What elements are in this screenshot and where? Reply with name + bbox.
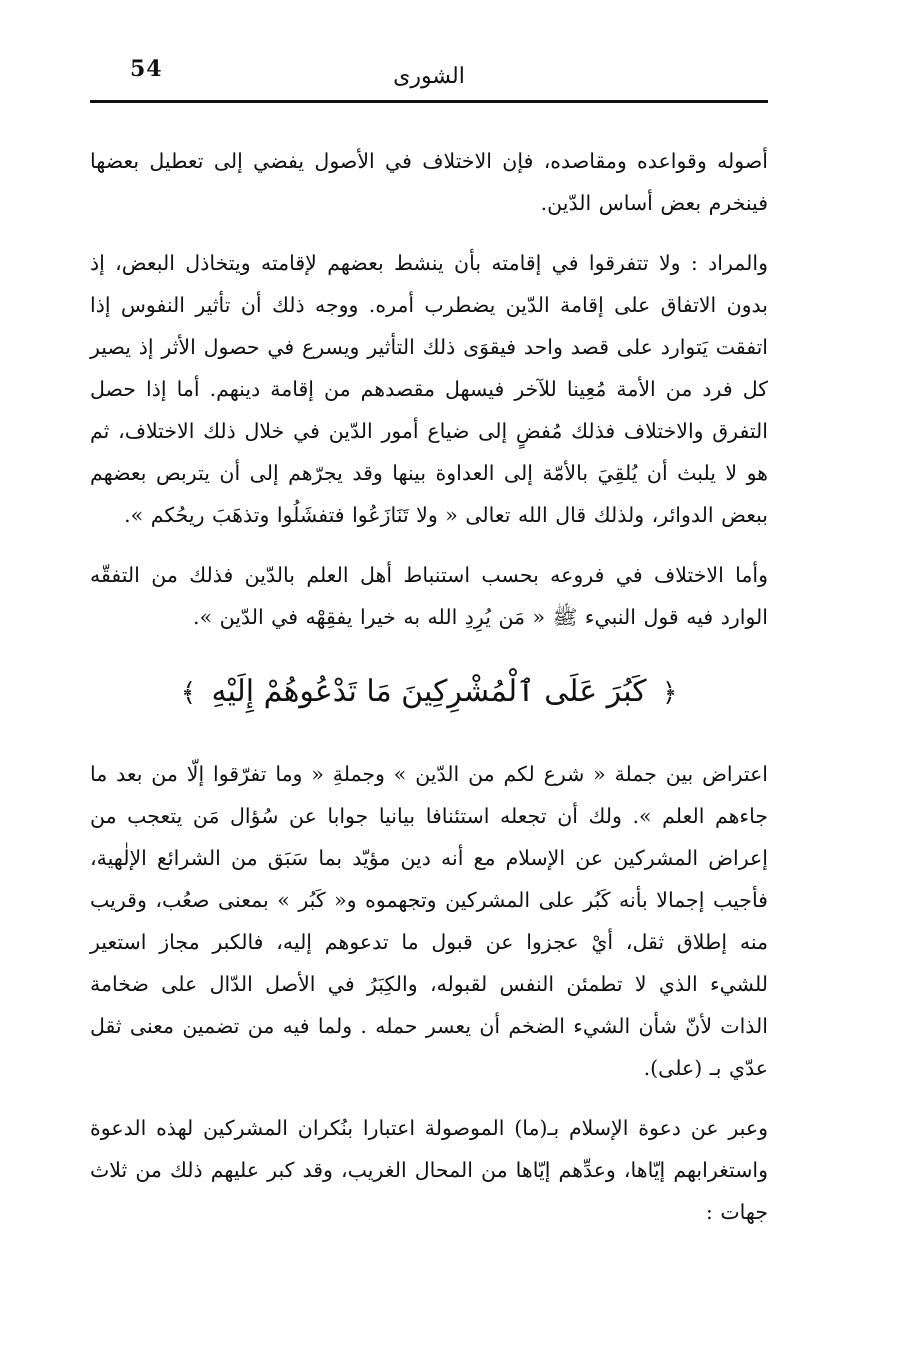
- paragraph: اعتراض بين جملة « شرع لكم من الدّين » وجملةِ « وما تفرّقوا إلّا من بعد ما جاءهم العلم ». ولك أن تجعله استئنافا بيانيا جوابا عن سُؤال مَن يتعجب من إعراض المشركين عن الإسلام مع أنه دين مؤيّد بما سَبَق من الشرائع الإلٰهية، فأجيب إجمالا بأنه كَبُر على المشركين وتجهموه و« كَبُر » بمعنى صعُب، وقريب منه إطلاق ثقل، أيْ عجزوا عن قبول ما تدعوهم إليه، فالكبر مجاز استعير للشيء الذي لا تطمئن النفس لقبوله، والكِبَرُ في الأصل الدّال على ضخامة الذات لأنّ شأن الشيء الضخم أن يعسر حمله . ولما فيه من تضمين معنى ثقل عدّي بـ (على).: [90, 762, 768, 1080]
- paragraph: أصوله وقواعده ومقاصده، فإن الاختلاف في الأصول يفضي إلى تعطيل بعضها فينخرم بعض أساس الدّين.: [90, 149, 769, 215]
- page-number: 54: [130, 56, 163, 82]
- page-header: [90, 52, 768, 102]
- running-title: الشورى: [393, 64, 465, 89]
- verse-text: كَبُرَ عَلَى ٱلْمُشْرِكِينَ مَا تَدْعُوهُمْ إِلَيْهِ: [211, 674, 647, 709]
- paragraph: وأما الاختلاف في فروعه بحسب استنباط أهل العلم بالدّين فذلك من التفقّه الوارد فيه قول النبيء ﷺ « مَن يُرِدِ الله به خيرا يفقِهْه في الدّين ».: [90, 563, 768, 629]
- verse-ornament-open: ﴿: [662, 678, 678, 708]
- quran-verse: [90, 672, 768, 713]
- verse-ornament-close: ﴾: [180, 678, 196, 708]
- page-body: [90, 140, 768, 1251]
- paragraph: وعبر عن دعوة الإسلام بـ(ما) الموصولة اعتبارا بنُكران المشركين لهذه الدعوة واستغرابهم إيّاها، وعدِّهم إيّاها من المحال الغريب، وقد كبر عليهم ذلك من ثلاث جهات :: [90, 1116, 768, 1224]
- paragraph: والمراد : ولا تتفرقوا في إقامته بأن ينشط بعضهم لإقامته ويتخاذل البعض، إذ بدون الاتفاق على إقامة الدّين يضطرب أمره. ووجه ذلك أن تأثير النفوس إذا اتفقت يَتوارد على قصد واحد فيقوَى ذلك التأثير ويسرع في حصول الأثر إذ يصير كل فرد من الأمة مُعِينا للآخر فيسهل مقصدهم من إقامة دينهم. أما إذا حصل التفرق والاختلاف فذلك مُفضٍ إلى ضياع أمور الدّين في خلال ذلك الاختلاف، ثم هو لا يلبث أن يُلقِيَ بالأمّة إلى العداوة بينها وقد يجرّهم إلى أن يتربص بعضهم ببعض الدوائر، ولذلك قال الله تعالى « ولا تَنَازَعُوا فتفشَلُوا وتذهَبَ ريحُكم ».: [90, 251, 768, 527]
- header-rule: [90, 100, 768, 103]
